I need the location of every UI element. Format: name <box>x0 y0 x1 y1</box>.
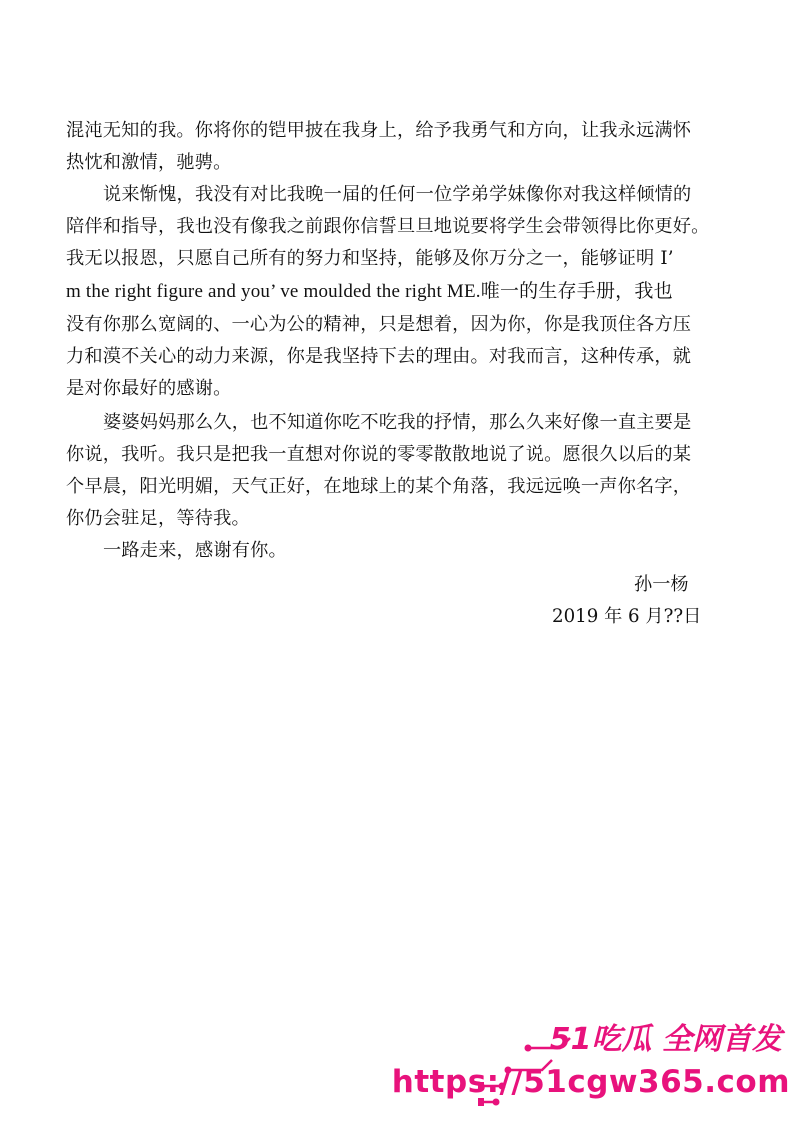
letter-line: 热忱和激情，驰骋。 <box>66 152 232 173</box>
letter-line: 是对你最好的感谢。 <box>66 378 232 399</box>
signature: 孙一杨 <box>634 574 689 595</box>
letter-line: 一路走来，感谢有你。 <box>103 540 287 561</box>
letter-line: m the right figure and you’ ve moulded the right ME.唯一的生存手册，我也 <box>66 281 673 302</box>
date: 2019 年 6 月??日 <box>552 606 702 627</box>
letter-line: 我无以报恩，只愿自己所有的努力和坚持，能够及你万分之一，能够证明 I’ <box>66 248 674 269</box>
letter-line: 力和漠不关心的动力来源，你是我坚持下去的理由。对我而言，这种传承，就 <box>66 346 692 367</box>
watermark-url: https://51cgw365.com <box>391 1064 790 1100</box>
watermark <box>391 1008 790 1118</box>
letter-line: 婆婆妈妈那么久，也不知道你吃不吃我的抒情，那么久来好像一直主要是 <box>103 412 692 433</box>
letter-line: 没有你那么宽阔的、一心为公的精神，只是想着，因为你，你是我顶住各方压 <box>66 314 692 335</box>
watermark-title: 51吃瓜 全网首发 <box>549 1022 782 1057</box>
letter-line: 混沌无知的我。你将你的铠甲披在我身上，给予我勇气和方向，让我永远满怀 <box>66 120 692 141</box>
letter-line: 陪伴和指导，我也没有像我之前跟你信誓旦旦地说要将学生会带领得比你更好。 <box>66 216 710 237</box>
letter-line: 说来惭愧，我没有对比我晚一届的任何一位学弟学妹像你对我这样倾情的 <box>103 184 692 205</box>
letter-line: 个早晨，阳光明媚，天气正好，在地球上的某个角落，我远远唤一声你名字， <box>66 476 692 497</box>
letter-line: 你仍会驻足，等待我。 <box>66 508 250 529</box>
letter-line: 你说，我听。我只是把我一直想对你说的零零散散地说了说。愿很久以后的某 <box>66 444 692 465</box>
